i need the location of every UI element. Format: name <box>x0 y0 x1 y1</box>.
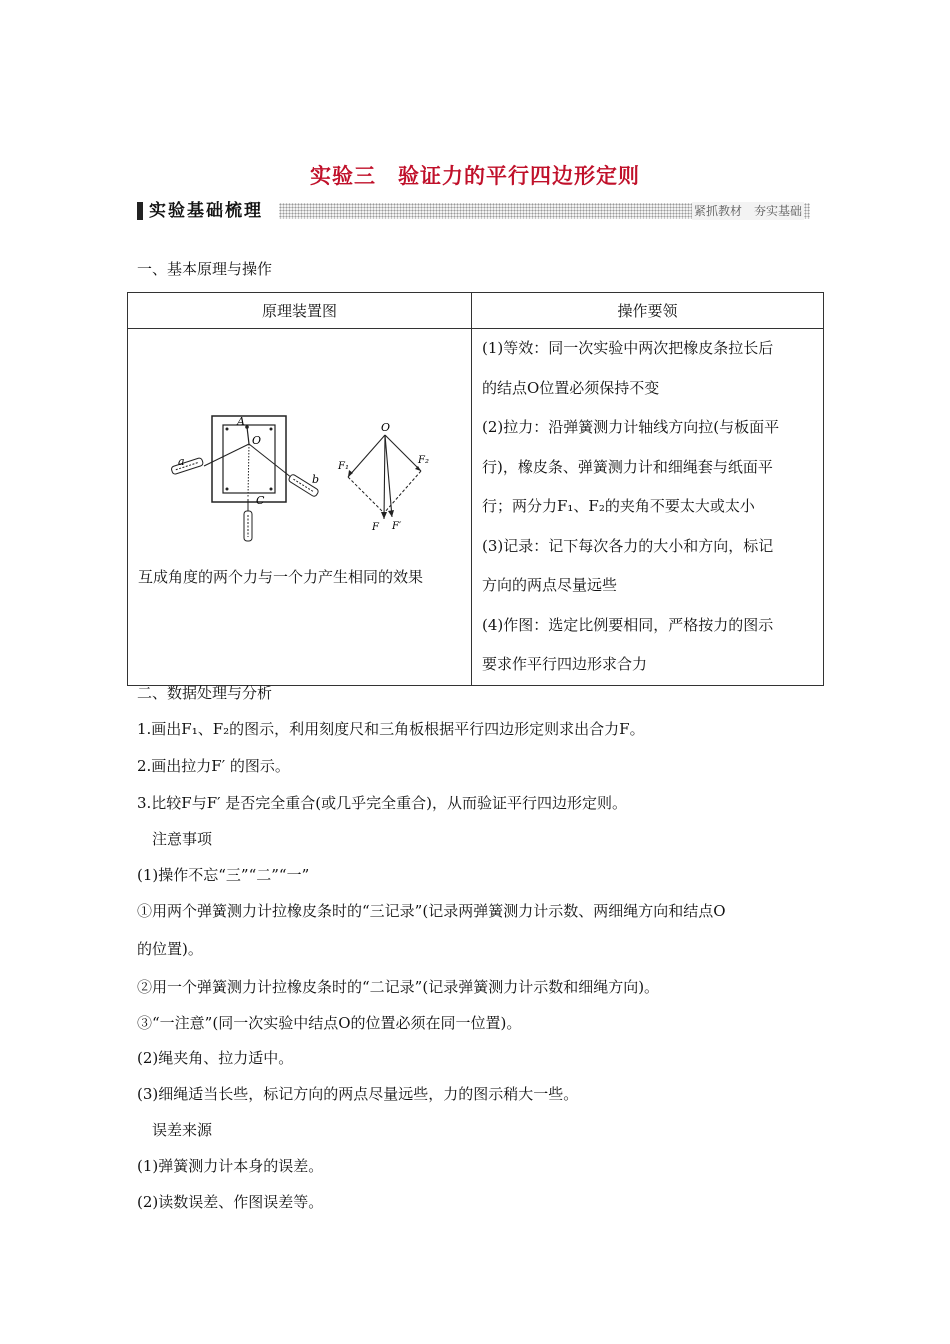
note-line: (3)细绳适当长些，标记方向的两点尽量远些，力的图示稍大一些。 <box>137 1085 579 1103</box>
label-A: A <box>237 415 245 428</box>
note-line: ③“一注意”(同一次实验中结点O的位置必须在同一位置)。 <box>137 1014 522 1032</box>
label-O-forces: O <box>381 421 391 434</box>
section2-heading: 二、数据处理与分析 <box>137 684 273 702</box>
banner-bar <box>137 202 143 220</box>
force-parallelogram <box>337 421 429 533</box>
label-O-board: O <box>252 434 262 447</box>
section-banner <box>137 200 810 222</box>
op-line: 行；两分力F₁、F₂的夹角不要太大或太小 <box>482 497 755 515</box>
op-line: (2)拉力：沿弹簧测力计轴线方向拉(与板面平 <box>482 418 780 436</box>
note-line: (1)操作不忘“三”“二”“一” <box>137 866 310 884</box>
table-header-operations: 操作要领 <box>472 293 824 329</box>
page-title: 实验三 验证力的平行四边形定则 <box>310 164 640 188</box>
note-line: (2)绳夹角、拉力适中。 <box>137 1049 294 1067</box>
spring-scale-c <box>244 499 252 541</box>
data-item: 2.画出拉力F′ 的图示。 <box>137 757 290 775</box>
diagram-caption: 互成角度的两个力与一个力产生相同的效果 <box>138 568 424 586</box>
op-line: (1)等效：同一次实验中两次把橡皮条拉长后 <box>482 339 774 357</box>
label-F2: F₂ <box>418 455 429 466</box>
op-line: 行)，橡皮条、弹簧测力计和细绳套与纸面平 <box>482 457 773 476</box>
note-line: ①用两个弹簧测力计拉橡皮条时的“三记录”(记录两弹簧测力计示数、两细绳方向和结点O <box>137 902 726 920</box>
label-F: F <box>372 522 379 533</box>
principle-table <box>127 292 824 686</box>
error-line: (2)读数误差、作图误差等。 <box>137 1193 324 1211</box>
op-line: 方向的两点尽量远些 <box>482 576 618 594</box>
operations-list <box>472 329 823 685</box>
section1-heading: 一、基本原理与操作 <box>137 260 273 278</box>
data-item: 3.比较F与F′ 是否完全重合(或几乎完全重合)，从而验证平行四边形定则。 <box>137 794 628 812</box>
label-b: b <box>312 473 320 486</box>
op-line: 要求作平行四边形求合力 <box>482 655 648 673</box>
op-line: 的结点O位置必须保持不变 <box>482 378 660 397</box>
banner-tag: 紧抓教材 夯实基础 <box>693 204 802 218</box>
error-line: (1)弹簧测力计本身的误差。 <box>137 1157 324 1175</box>
note-line: ②用一个弹簧测力计拉橡皮条时的“二记录”(记录弹簧测力计示数和细绳方向)。 <box>137 978 660 996</box>
op-line: (3)记录：记下每次各力的大小和方向，标记 <box>482 536 774 555</box>
errors-heading: 误差来源 <box>152 1121 213 1139</box>
apparatus-diagram <box>152 411 452 561</box>
table-header-diagram: 原理装置图 <box>128 293 472 329</box>
label-C: C <box>256 494 265 507</box>
spring-scale-a <box>171 457 204 474</box>
diagram-cell <box>128 329 471 681</box>
label-F1: F₁ <box>338 461 349 472</box>
note-line: 的位置)。 <box>137 940 203 958</box>
banner-label: 实验基础梳理 <box>149 201 263 221</box>
notes-heading: 注意事项 <box>152 830 213 848</box>
op-line: (4)作图：选定比例要相同，严格按力的图示 <box>482 615 774 634</box>
label-F-prime: F′ <box>392 521 402 532</box>
data-item: 1.画出F₁、F₂的图示，利用刻度尺和三角板根据平行四边形定则求出合力F。 <box>137 720 645 738</box>
label-a: a <box>178 455 185 468</box>
